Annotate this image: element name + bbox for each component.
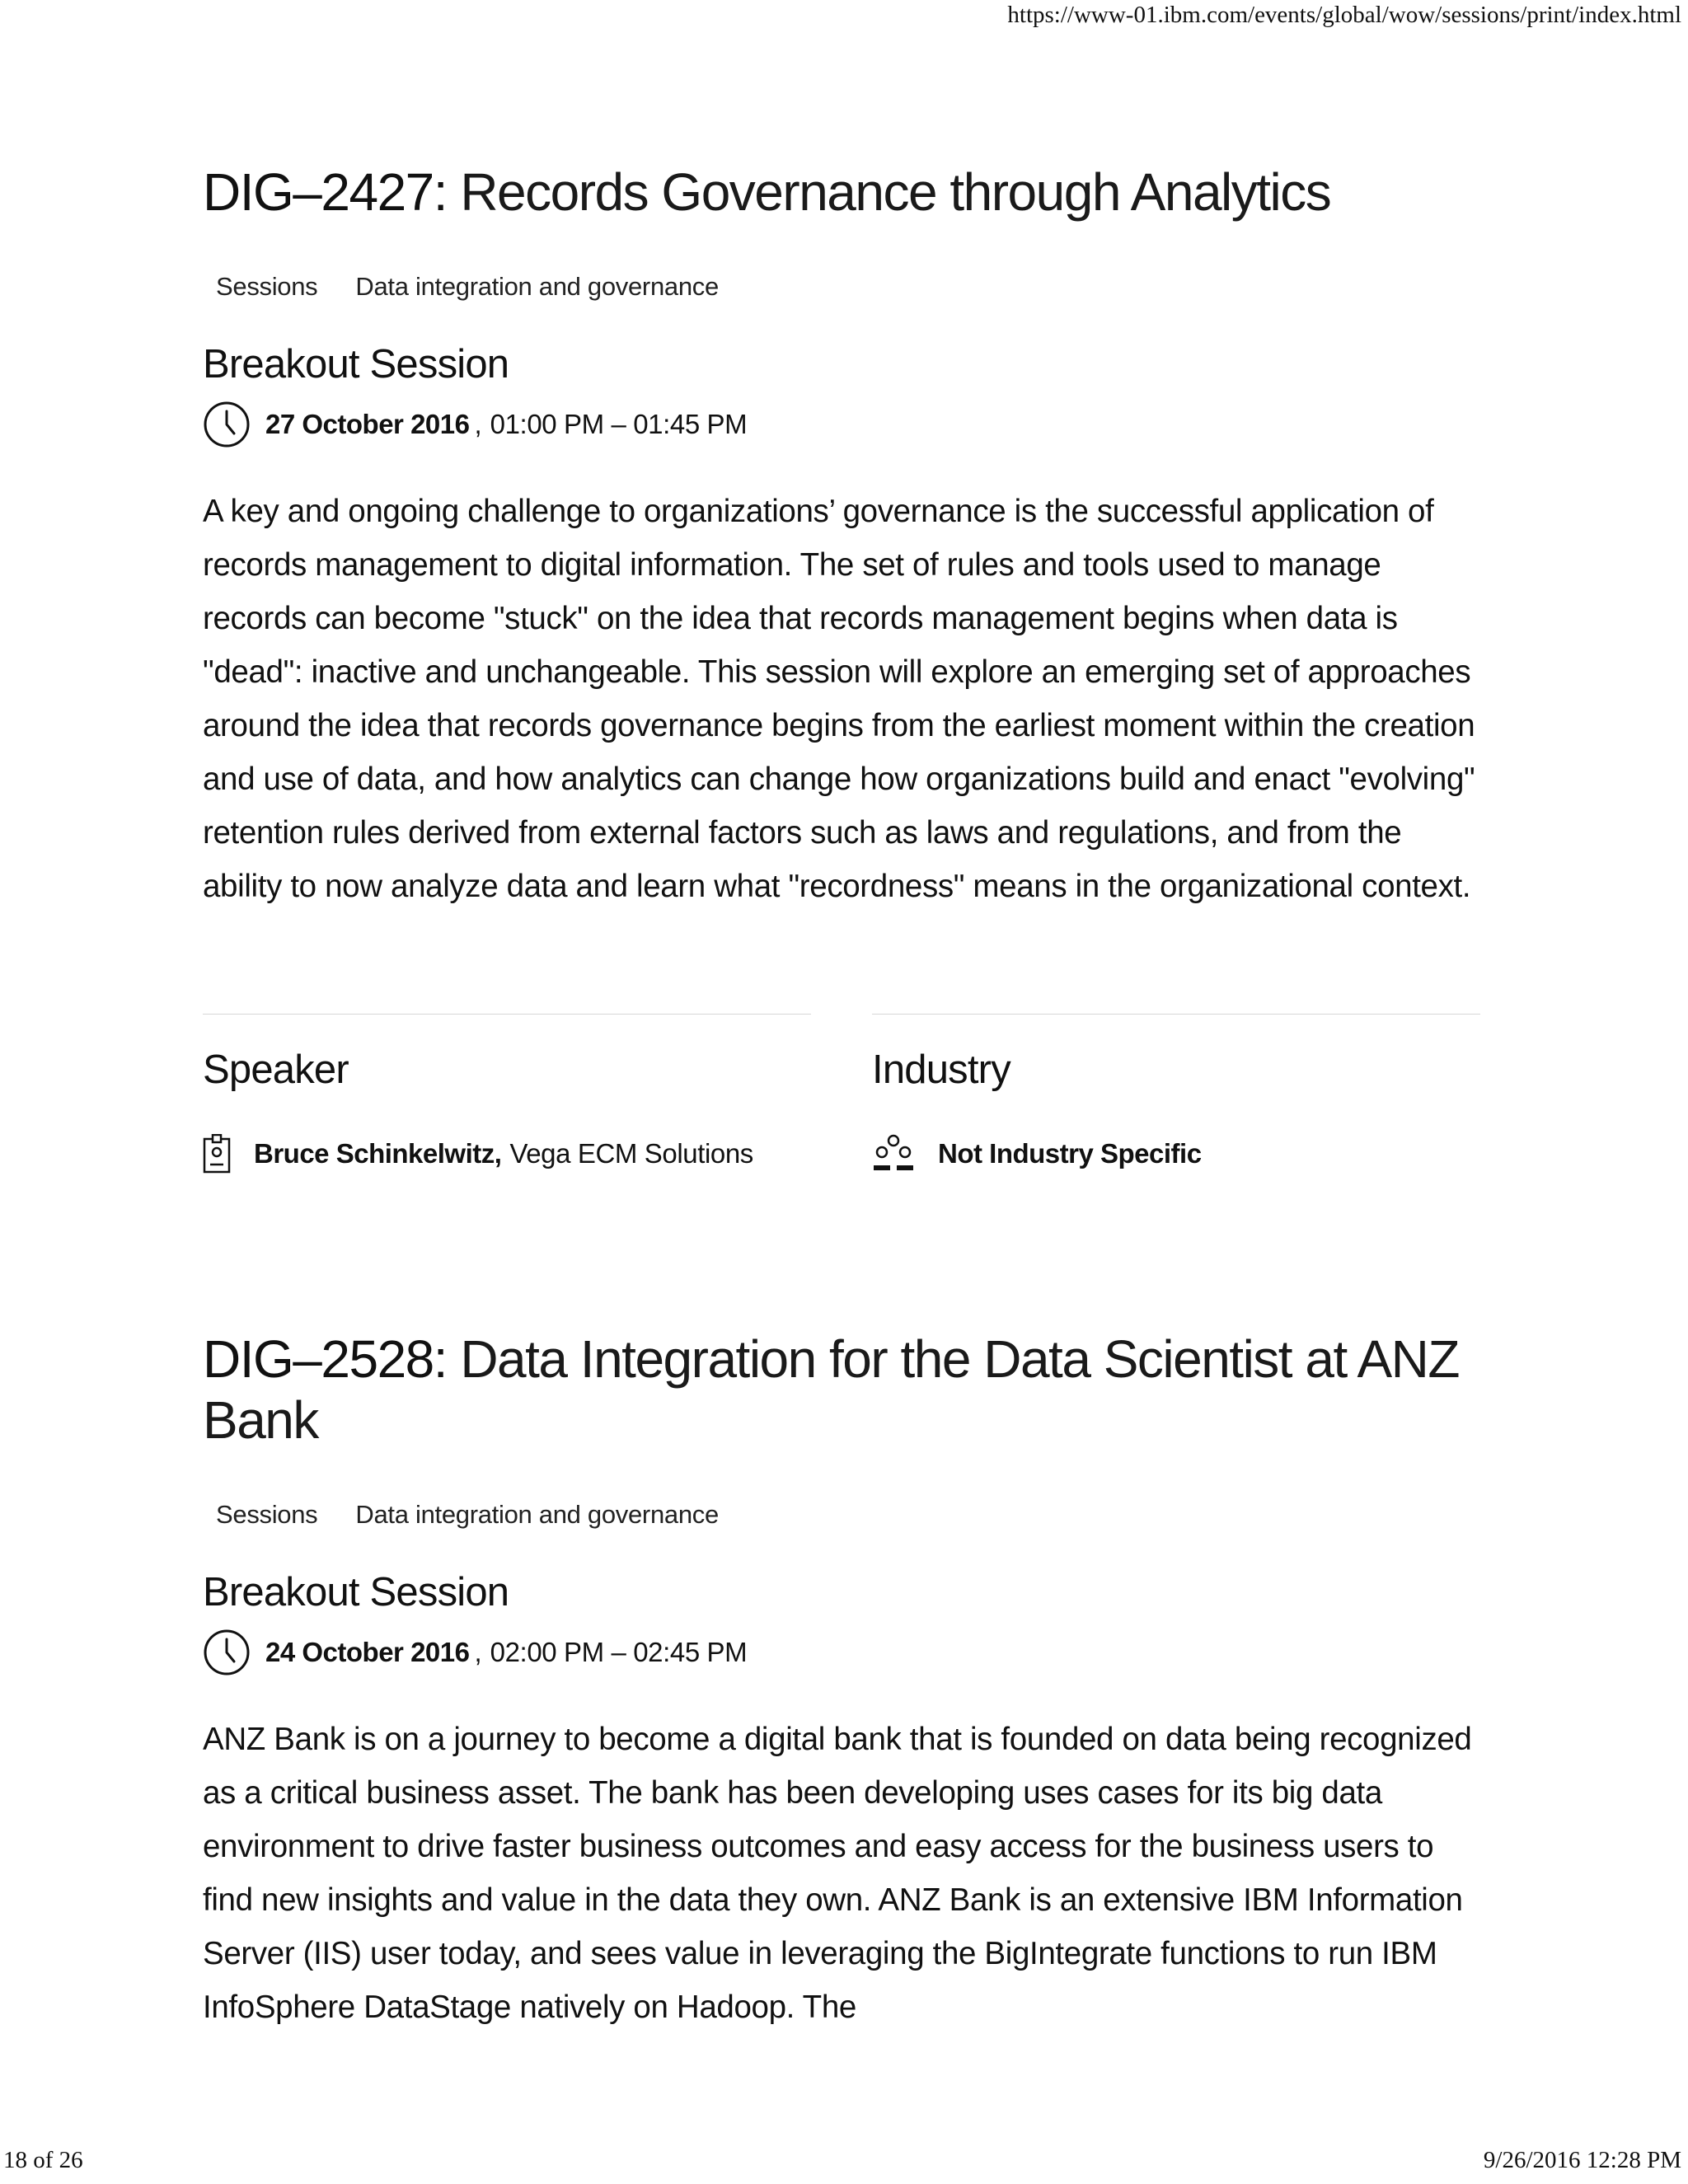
- speaker-heading: Speaker: [203, 1047, 349, 1092]
- session-code: DIG–2528:: [203, 1329, 448, 1389]
- speaker-row: [203, 1134, 753, 1174]
- tag-topic[interactable]: Data integration and governance: [355, 272, 719, 301]
- session-time: [203, 1629, 747, 1676]
- industry-heading: Industry: [872, 1047, 1010, 1092]
- session-tags: [216, 272, 719, 302]
- divider-right: [872, 1014, 1480, 1015]
- session-code: DIG–2427:: [203, 162, 448, 222]
- session-tags: [216, 1500, 719, 1530]
- print-footer-page: 18 of 26: [3, 2147, 83, 2173]
- session-name: Records Governance through Analytics: [460, 162, 1331, 222]
- print-header-url: https://www-01.ibm.com/events/global/wow/sessions/print/index.html: [1007, 2, 1681, 28]
- session-date: 24 October 2016: [265, 1637, 470, 1667]
- id-badge-icon: [203, 1134, 231, 1174]
- people-group-icon: [872, 1134, 915, 1174]
- speaker-name[interactable]: Bruce Schinkelwitz,: [254, 1138, 502, 1169]
- tag-topic[interactable]: Data integration and governance: [355, 1500, 719, 1529]
- print-footer-datetime: 9/26/2016 12:28 PM: [1483, 2147, 1681, 2173]
- session-time-range: 01:00 PM – 01:45 PM: [490, 409, 748, 439]
- clock-icon: [203, 401, 251, 448]
- tag-sessions[interactable]: Sessions: [216, 1500, 318, 1529]
- session-date: 27 October 2016: [265, 409, 470, 439]
- session-name: Data Integration for the Data Scientist at ANZ Bank: [203, 1329, 1459, 1450]
- speaker-organization: Vega ECM Solutions: [509, 1138, 753, 1169]
- clock-icon: [203, 1629, 251, 1676]
- date-time-separator: ,: [474, 409, 482, 439]
- session-title: [203, 162, 1480, 223]
- session-description: A key and ongoing challenge to organizations’ governance is the successful application of records management to digital information. The set of rules and tools used to manage records can become "stuck" on the idea that records management begins when data is "dead": inactive and unchangeable. This session will explore an emerging set of approaches around the idea that records governance begins from the earliest moment within the creation and use of data, and how analytics can change how organizations build and enact "evolving" retention rules derived from external factors such as laws and regulations, and from the ability to now analyze data and learn what "recordness" means in the organizational context.: [203, 494, 1475, 904]
- industry-row: [872, 1134, 1202, 1174]
- session-card: [203, 1329, 1480, 2025]
- divider-left: [203, 1014, 811, 1015]
- industry-value[interactable]: Not Industry Specific: [938, 1138, 1202, 1169]
- session-description: ANZ Bank is on a journey to become a digital bank that is founded on data being recognized as a critical business asset. The bank has been developing uses cases for its big data environment to drive faster business outcomes and easy access for the business users to find new insights and value in the data they own. ANZ Bank is an extensive IBM Information Server (IIS) user today, and sees value in leveraging the BigIntegrate functions to run IBM InfoSphere DataStage natively on Hadoop. The: [203, 1722, 1472, 2025]
- session-card: [203, 162, 1480, 1169]
- session-time-range: 02:00 PM – 02:45 PM: [490, 1637, 748, 1667]
- date-time-separator: ,: [474, 1637, 482, 1667]
- session-time: [203, 401, 747, 448]
- tag-sessions[interactable]: Sessions: [216, 272, 318, 301]
- session-type: Breakout Session: [203, 342, 509, 387]
- session-type: Breakout Session: [203, 1570, 509, 1615]
- session-title: [203, 1329, 1480, 1451]
